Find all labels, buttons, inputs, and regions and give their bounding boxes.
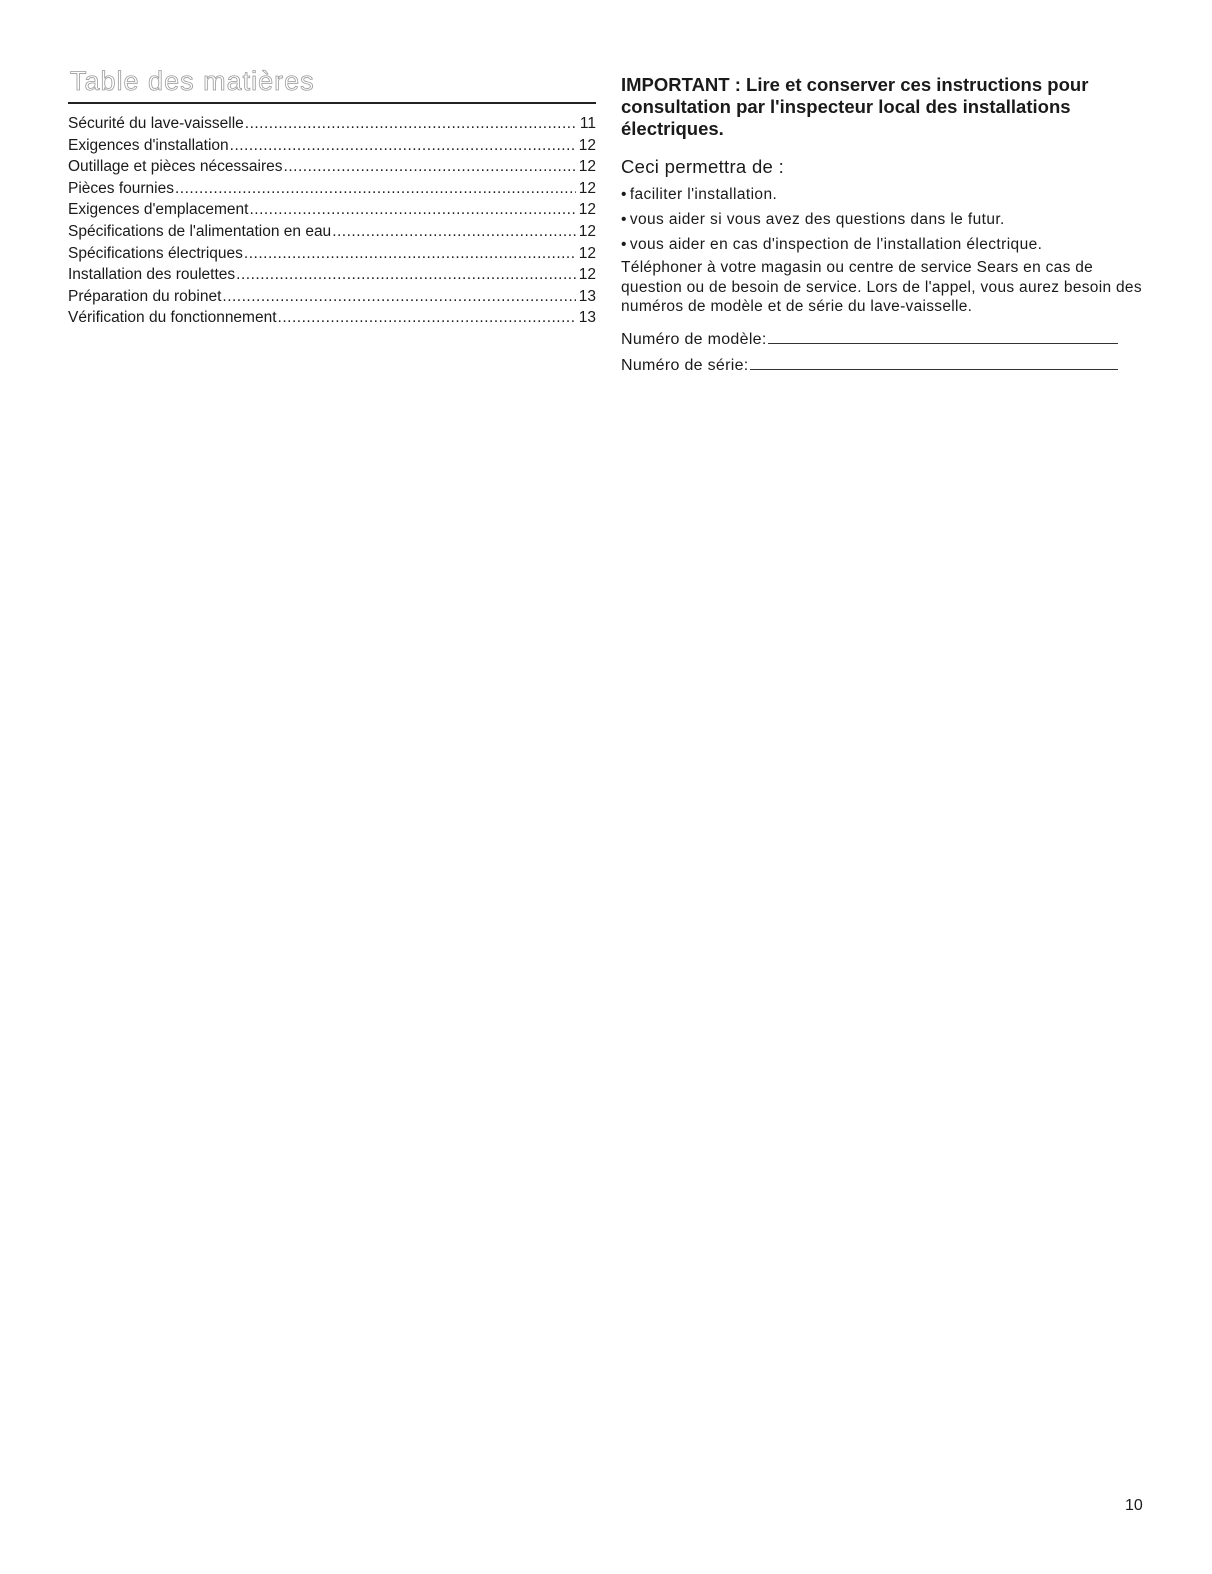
toc-entry-label: Installation des roulettes xyxy=(68,266,236,284)
toc-entry-label: Spécifications électriques xyxy=(68,244,243,262)
toc-entry-label: Vérification du fonctionnement xyxy=(68,309,277,327)
serial-number-label: Numéro de série: xyxy=(621,356,749,374)
toc-entry-page: 12 xyxy=(578,201,596,219)
intro-text: Ceci permettra de : xyxy=(621,156,785,177)
benefit-item: • faciliter l'installation. xyxy=(621,182,1145,207)
toc-entry-label: Sécurité du lave-vaisselle xyxy=(68,115,244,132)
toc-entry xyxy=(68,307,596,329)
toc-entry-page: 13 xyxy=(578,287,596,305)
toc-entry-page: 12 xyxy=(578,244,596,262)
toc-title: Table des matières xyxy=(70,66,315,96)
toc-entry xyxy=(68,243,596,265)
benefit-list xyxy=(621,182,1145,257)
toc-entry-page: 12 xyxy=(578,158,596,176)
important-heading: IMPORTANT : Lire et conserver ces instructions pour consultation par l'inspecteur local des installations électriques. xyxy=(621,74,1089,139)
toc-entry-label: Préparation du robinet xyxy=(68,287,222,305)
toc-entry-label: Spécifications de l'alimentation en eau xyxy=(68,222,332,240)
model-number-blank xyxy=(768,327,1118,344)
service-paragraph: Téléphoner à votre magasin ou centre de service Sears en cas de question ou de besoin de service. Lors de l'appel, vous aurez besoin des numéros de modèle et de série du lave-vaisselle. xyxy=(621,259,1142,316)
toc-entry-page: 11 xyxy=(579,115,596,132)
toc-list xyxy=(68,113,596,329)
page-number: 10 xyxy=(1125,1497,1143,1514)
toc-entry-page: 12 xyxy=(578,136,596,154)
toc-entry-page: 12 xyxy=(578,179,596,197)
toc-entry xyxy=(68,221,596,243)
toc-entry-page: 12 xyxy=(578,222,596,240)
toc-entry-label: Outillage et pièces nécessaires xyxy=(68,158,283,176)
toc-entry xyxy=(68,178,596,200)
important-notice xyxy=(621,74,1145,379)
serial-number-blank xyxy=(750,353,1118,370)
toc-entry-label: Exigences d'installation xyxy=(68,136,229,154)
toc-divider xyxy=(68,102,596,104)
model-number-field xyxy=(621,327,1145,353)
toc-entry xyxy=(68,113,596,135)
toc-entry-page: 13 xyxy=(578,309,596,327)
toc-entry-label: Pièces fournies xyxy=(68,179,174,197)
benefit-item: • vous aider si vous avez des questions dans le futur. xyxy=(621,207,1145,232)
toc-entry xyxy=(68,156,596,178)
toc-entry xyxy=(68,199,596,221)
model-number-label: Numéro de modèle: xyxy=(621,330,767,348)
benefit-item: • vous aider en cas d'inspection de l'installation électrique. xyxy=(621,232,1145,257)
toc-entry xyxy=(68,286,596,308)
toc-entry-page: 12 xyxy=(578,266,596,284)
toc-entry-label: Exigences d'emplacement xyxy=(68,201,249,219)
table-of-contents xyxy=(68,66,596,329)
serial-number-field xyxy=(621,353,1145,379)
toc-entry xyxy=(68,264,596,286)
toc-entry xyxy=(68,135,596,157)
